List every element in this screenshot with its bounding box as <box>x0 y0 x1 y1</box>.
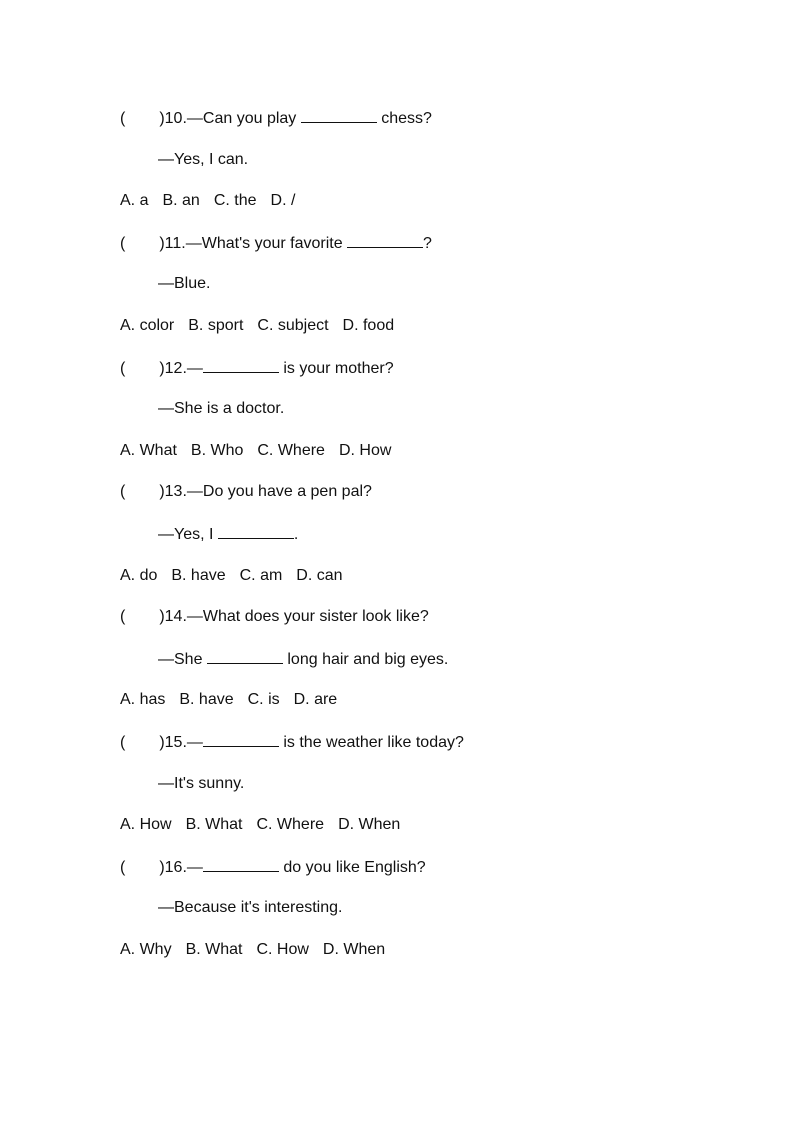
question-line <box>120 233 432 254</box>
paren-open: ( <box>120 734 126 751</box>
question-prompt: — <box>186 858 203 876</box>
options-line <box>120 566 357 586</box>
answer-text: —Yes, I <box>158 526 218 543</box>
question-prompt: —What does your sister look like? <box>186 608 429 626</box>
option-d: D. How <box>338 441 392 459</box>
option-b: B. have <box>179 691 234 709</box>
answer-line <box>158 274 210 294</box>
question-number: 12. <box>164 359 187 377</box>
question-line <box>120 358 394 379</box>
fill-in-blank[interactable] <box>203 857 279 872</box>
options-line <box>120 940 399 960</box>
paren-open: ( <box>120 110 126 127</box>
answer-text: —It's sunny. <box>158 774 245 792</box>
paren-close: ) <box>159 608 165 626</box>
fill-in-blank[interactable] <box>347 233 423 248</box>
option-c: C. Where <box>257 441 325 459</box>
question-prompt-end: do you like English? <box>278 858 426 876</box>
option-a: A. Why <box>120 941 172 958</box>
answer-line <box>158 898 342 918</box>
option-d: D. food <box>342 317 395 334</box>
options-line <box>120 815 414 835</box>
question-line <box>120 108 432 129</box>
option-a: A. color <box>120 317 175 334</box>
answer-line <box>158 399 284 419</box>
option-c: C. Where <box>256 816 325 834</box>
fill-in-blank[interactable] <box>218 524 294 539</box>
options-line <box>120 690 351 710</box>
question-number: 13. <box>164 483 187 501</box>
paren-open: ( <box>120 608 126 626</box>
paren-open: ( <box>120 359 126 377</box>
question-prompt: — <box>186 359 203 377</box>
question-prompt-end: is the weather like today? <box>278 734 464 751</box>
question-prompt: — <box>186 734 203 751</box>
option-d: D. When <box>338 816 401 834</box>
paren-close: ) <box>159 234 165 252</box>
option-c: C. subject <box>257 317 329 334</box>
paren-close: ) <box>159 359 165 377</box>
question-number: 15. <box>164 734 187 751</box>
answer-text: —Because it's interesting. <box>158 899 343 917</box>
options-line <box>120 441 405 461</box>
option-b: B. What <box>185 941 243 958</box>
question-prompt-end: chess? <box>376 110 432 127</box>
option-a: A. How <box>120 816 172 834</box>
option-c: C. How <box>256 941 309 958</box>
question-prompt: —Can you play <box>186 110 301 127</box>
option-d: D. are <box>293 691 338 709</box>
fill-in-blank[interactable] <box>203 732 279 747</box>
question-number: 11. <box>164 234 186 252</box>
option-a: A. do <box>120 566 158 584</box>
question-number: 16. <box>164 858 187 876</box>
option-a: A. has <box>120 691 166 709</box>
paren-close: ) <box>159 110 165 127</box>
option-b: B. Who <box>190 441 244 459</box>
paren-close: ) <box>159 858 165 876</box>
fill-in-blank[interactable] <box>301 108 377 123</box>
answer-text-end: long hair and big eyes. <box>282 650 449 668</box>
option-c: C. is <box>247 691 280 709</box>
question-number: 14. <box>164 608 187 626</box>
answer-text: —Blue. <box>158 275 211 293</box>
answer-line <box>158 774 244 794</box>
question-line <box>120 857 426 878</box>
question-number: 10. <box>164 110 187 127</box>
option-d: D. can <box>296 566 343 584</box>
option-b: B. an <box>162 192 200 210</box>
paren-open: ( <box>120 483 126 501</box>
paren-close: ) <box>159 734 165 751</box>
fill-in-blank[interactable] <box>207 649 283 664</box>
question-line <box>120 482 372 502</box>
options-line <box>120 316 408 336</box>
answer-line <box>158 524 298 545</box>
answer-text: —Yes, I can. <box>158 150 249 168</box>
paren-close: ) <box>159 483 165 501</box>
answer-text-end: . <box>293 526 299 543</box>
option-a: A. What <box>120 441 177 459</box>
fill-in-blank[interactable] <box>203 358 279 373</box>
option-b: B. What <box>185 816 243 834</box>
question-prompt-end: is your mother? <box>278 359 394 377</box>
paren-open: ( <box>120 858 126 876</box>
question-prompt: —What's your favorite <box>185 234 348 252</box>
option-d: D. When <box>322 941 386 958</box>
answer-text: —She is a doctor. <box>158 400 285 418</box>
question-line <box>120 732 464 753</box>
option-b: B. sport <box>188 317 244 334</box>
paren-open: ( <box>120 234 126 252</box>
answer-text: —She <box>158 650 207 668</box>
option-a: A. a <box>120 192 149 210</box>
question-prompt-end: ? <box>423 234 432 252</box>
option-c: C. am <box>239 566 283 584</box>
option-c: C. the <box>213 192 257 210</box>
answer-line <box>158 150 248 170</box>
question-prompt: —Do you have a pen pal? <box>186 483 372 501</box>
question-line <box>120 607 429 627</box>
options-line <box>120 191 309 211</box>
option-b: B. have <box>171 566 226 584</box>
answer-line <box>158 649 448 670</box>
option-d: D. / <box>270 192 296 210</box>
